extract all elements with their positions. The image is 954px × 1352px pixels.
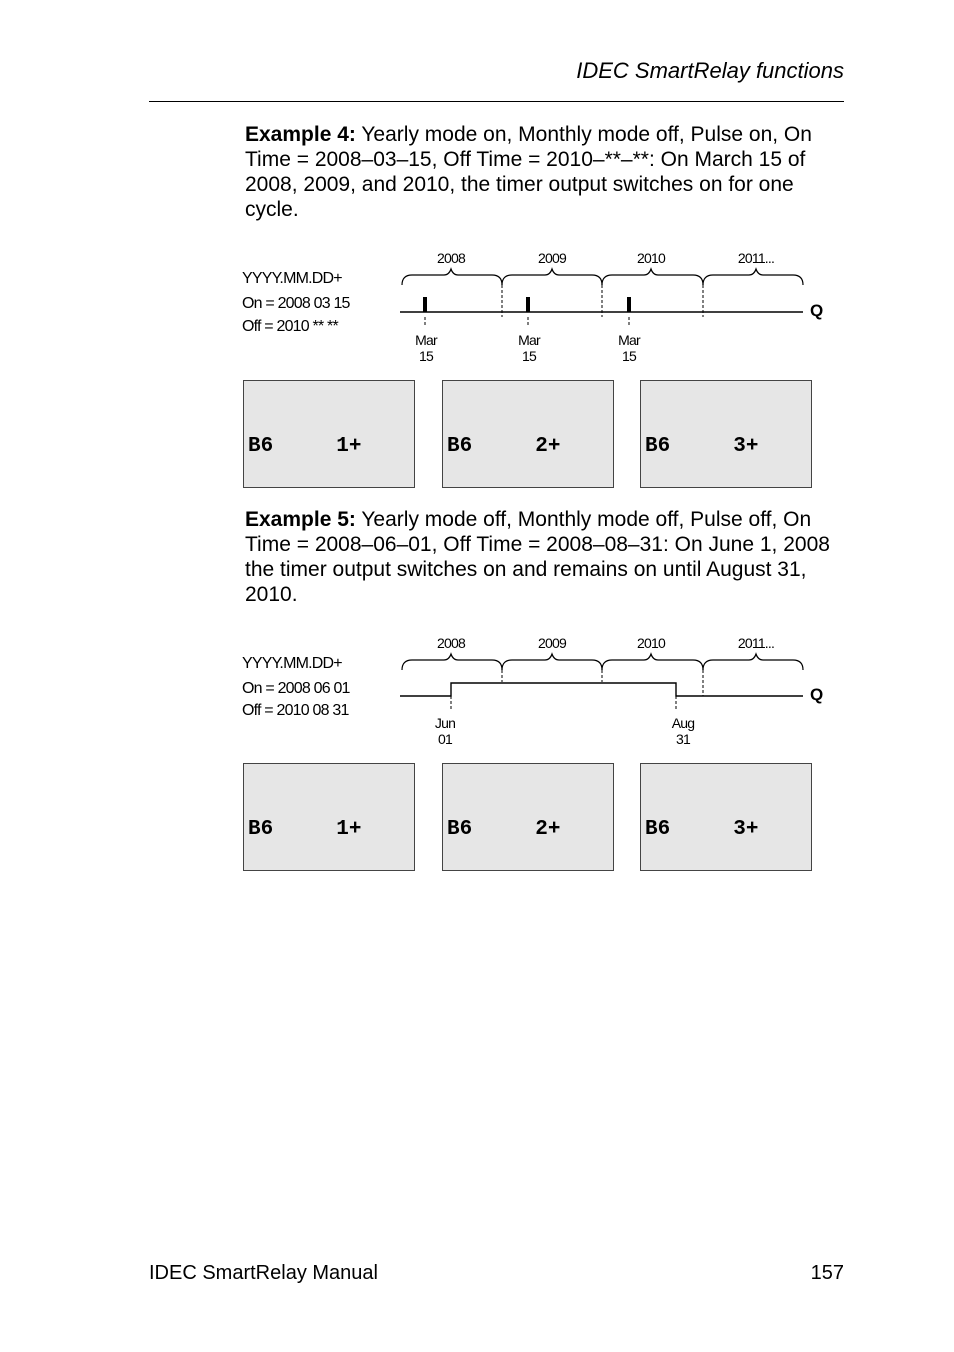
output-q-label: Q bbox=[810, 685, 824, 704]
marker-day: 15 bbox=[622, 348, 636, 364]
output-signal bbox=[400, 683, 803, 696]
marker-day: 01 bbox=[438, 731, 452, 747]
example-4-text: Yearly mode on, Monthly mode off, Pulse on, On Time = 2008–03–15, Off Time = 2010–**–**: On March 15 of 2008, 2009, and 2010, the timer output switches on for one cycle. bbox=[245, 123, 812, 221]
year-bracket-2009 bbox=[502, 269, 602, 285]
year-label-2009: 2009 bbox=[538, 635, 566, 651]
year-bracket-2009 bbox=[502, 654, 602, 670]
example-4-display-2 bbox=[442, 380, 614, 488]
year-bracket-2008 bbox=[402, 269, 502, 285]
footer-page-number: 157 bbox=[810, 1262, 844, 1284]
output-q-label: Q bbox=[810, 301, 824, 320]
display-line: B6 3+ bbox=[645, 818, 759, 841]
format-label: YYYY.MM.DD+ bbox=[242, 270, 342, 287]
marker-day: 15 bbox=[419, 348, 433, 364]
example-4-label: Example 4: bbox=[245, 123, 356, 146]
year-label-2008: 2008 bbox=[437, 635, 465, 651]
example-5-label: Example 5: bbox=[245, 508, 356, 531]
marker-month: Mar bbox=[415, 332, 437, 348]
example-4-display-3 bbox=[640, 380, 812, 488]
pulse-mark-2009 bbox=[526, 297, 530, 312]
display-line: B6 1+ bbox=[248, 818, 362, 841]
display-line: B6 3+ bbox=[645, 435, 759, 458]
example-5-display-2 bbox=[442, 763, 614, 871]
display-line: B6 2+ bbox=[447, 818, 561, 841]
off-time-label: Off = 2010 ** ** bbox=[242, 318, 338, 335]
year-bracket-2011 bbox=[703, 654, 803, 670]
marker-day: 31 bbox=[676, 731, 690, 747]
year-label-2011: 2011... bbox=[737, 250, 775, 266]
year-label-2010: 2010 bbox=[637, 250, 665, 266]
display-line: B6 2+ bbox=[447, 435, 561, 458]
marker-month: Aug bbox=[671, 715, 695, 731]
on-time-label: On = 2008 06 01 bbox=[242, 680, 350, 697]
year-label-2010: 2010 bbox=[637, 635, 665, 651]
marker-month: Jun bbox=[434, 715, 456, 731]
year-bracket-2010 bbox=[602, 654, 703, 670]
off-time-label: Off = 2010 08 31 bbox=[242, 702, 349, 719]
marker-month: Mar bbox=[518, 332, 540, 348]
page-header-title: IDEC SmartRelay functions bbox=[576, 58, 844, 83]
year-bracket-2010 bbox=[602, 269, 703, 285]
header-divider bbox=[149, 101, 844, 102]
marker-month: Mar bbox=[618, 332, 640, 348]
year-label-2011: 2011... bbox=[737, 635, 775, 651]
format-label: YYYY.MM.DD+ bbox=[242, 655, 342, 672]
example-5-paragraph bbox=[245, 507, 845, 607]
marker-day: 15 bbox=[522, 348, 536, 364]
example-4-display-1 bbox=[243, 380, 415, 488]
footer-manual-title: IDEC SmartRelay Manual bbox=[149, 1262, 378, 1284]
year-label-2009: 2009 bbox=[538, 250, 566, 266]
on-time-label: On = 2008 03 15 bbox=[242, 295, 350, 312]
display-line: B6 1+ bbox=[248, 435, 362, 458]
example-5-text: Yearly mode off, Monthly mode off, Pulse off, On Time = 2008–06–01, Off Time = 2008–08–31: On June 1, 2008 the timer output switches on and remains on until August 31, 2010. bbox=[245, 508, 830, 606]
year-label-2008: 2008 bbox=[437, 250, 465, 266]
year-bracket-2008 bbox=[402, 654, 502, 670]
year-bracket-2011 bbox=[703, 269, 803, 285]
example-5-display-1 bbox=[243, 763, 415, 871]
pulse-mark-2008 bbox=[423, 297, 427, 312]
example-5-timing-diagram bbox=[240, 630, 840, 755]
example-4-timing-diagram bbox=[240, 245, 840, 370]
pulse-mark-2010 bbox=[627, 297, 631, 312]
example-5-display-3 bbox=[640, 763, 812, 871]
example-4-paragraph bbox=[245, 122, 845, 222]
